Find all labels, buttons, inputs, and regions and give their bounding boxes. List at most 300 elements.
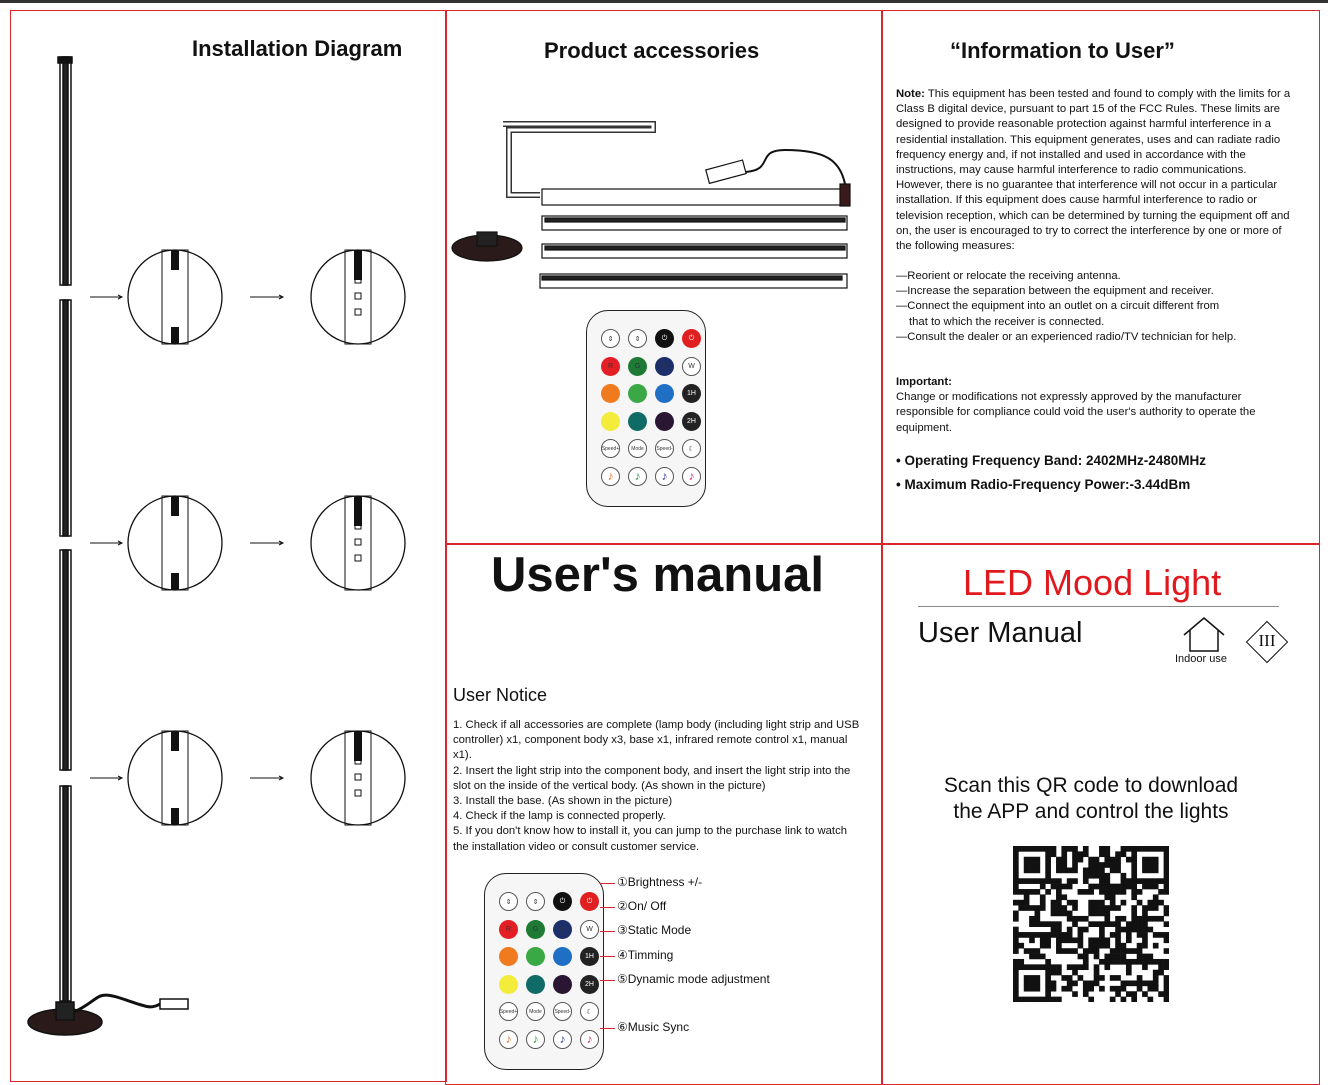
- remote-button: Speed-: [553, 1002, 572, 1021]
- qr-module: [1115, 927, 1121, 933]
- qr-module: [1088, 900, 1094, 906]
- qr-module: [1126, 991, 1132, 997]
- qr-module: [1035, 932, 1041, 938]
- qr-module: [1115, 905, 1121, 911]
- remote-button: ⏻: [682, 329, 701, 348]
- qr-module: [1131, 868, 1137, 874]
- qr-module: [1147, 846, 1153, 852]
- arrow-icon: [250, 295, 283, 299]
- qr-module: [1153, 975, 1159, 981]
- qr-module: [1142, 884, 1148, 890]
- qr-module: [1158, 991, 1164, 997]
- accessories-illustration: [445, 110, 881, 300]
- qr-module: [1137, 975, 1143, 981]
- remote-button: ♪: [526, 1030, 545, 1049]
- qr-module: [1158, 970, 1164, 976]
- qr-module: [1045, 846, 1051, 852]
- qr-module: [1153, 959, 1159, 965]
- qr-module: [1110, 954, 1116, 960]
- remote-button: ♪: [553, 1030, 572, 1049]
- strip-detail: [171, 496, 179, 516]
- qr-module: [1164, 862, 1169, 868]
- callout-label: ⑥Music Sync: [617, 1020, 690, 1034]
- qr-module: [1094, 868, 1100, 874]
- important-section: [896, 375, 1296, 436]
- qr-module: [1088, 911, 1094, 917]
- qr-module: [1153, 894, 1159, 900]
- qr-module: [1072, 857, 1078, 863]
- qr-module: [1078, 937, 1084, 943]
- qr-module: [1018, 959, 1024, 965]
- qr-module: [1045, 959, 1051, 965]
- qr-module: [1067, 932, 1073, 938]
- user-notice-title: User Notice: [453, 685, 548, 705]
- qr-module: [1147, 905, 1153, 911]
- qr-module: [1051, 911, 1057, 917]
- qr-module: [1072, 846, 1078, 852]
- callout-line: [600, 931, 615, 932]
- remote-button: [499, 975, 518, 994]
- remote-button: R: [499, 920, 518, 939]
- qr-module: [1029, 954, 1035, 960]
- qr-module: [1013, 884, 1019, 890]
- qr-module: [1121, 954, 1127, 960]
- qr-module: [1137, 986, 1143, 992]
- qr-module: [1072, 900, 1078, 906]
- qr-module: [1094, 857, 1100, 863]
- qr-module: [1104, 964, 1110, 970]
- qr-module: [1131, 921, 1137, 927]
- qr-module: [1067, 916, 1073, 922]
- qr-module: [1121, 889, 1127, 895]
- qr-module: [1104, 857, 1110, 863]
- qr-module: [1131, 884, 1137, 890]
- qr-module: [1056, 964, 1062, 970]
- qr-module: [1094, 948, 1100, 954]
- qr-module: [1045, 991, 1051, 997]
- qr-module: [1083, 980, 1089, 986]
- qr-module: [1078, 943, 1084, 949]
- qr-module: [1013, 937, 1019, 943]
- qr-module: [1104, 894, 1110, 900]
- qr-module: [1147, 927, 1153, 933]
- qr-module: [1067, 846, 1073, 852]
- qr-module: [1078, 927, 1084, 933]
- qr-module: [1110, 894, 1116, 900]
- qr-module: [1126, 959, 1132, 965]
- qr-module: [1153, 986, 1159, 992]
- qr-module: [1164, 857, 1169, 863]
- measure-item: —Reorient or relocate the receiving antenna.: [896, 270, 1121, 282]
- qr-module: [1164, 846, 1169, 852]
- callout-line: [600, 907, 615, 908]
- qr-module: [1142, 868, 1148, 874]
- qr-module: [1078, 889, 1084, 895]
- qr-module: [1142, 927, 1148, 933]
- qr-module: [1083, 959, 1089, 965]
- qr-module: [1056, 921, 1062, 927]
- qr-module: [1072, 964, 1078, 970]
- remote-button: 2H: [580, 975, 599, 994]
- qr-module: [1078, 851, 1084, 857]
- qr-module: [1104, 959, 1110, 965]
- qr-module: [1067, 980, 1073, 986]
- arrow-icon: [250, 776, 283, 780]
- remote-button: ⇕: [628, 329, 647, 348]
- remote-control-illustration: [586, 310, 706, 507]
- qr-module: [1018, 943, 1024, 949]
- important-text: Change or modifications not expressly approved by the manufacturer responsible for compliance could void the user's authority to operate the equipment.: [896, 391, 1256, 434]
- qr-module: [1137, 846, 1143, 852]
- qr-module: [1061, 868, 1067, 874]
- qr-module: [1131, 894, 1137, 900]
- qr-module: [1131, 846, 1137, 852]
- qr-module: [1018, 905, 1024, 911]
- qr-module: [1051, 986, 1057, 992]
- qr-module: [1040, 997, 1046, 1002]
- qr-module: [1153, 846, 1159, 852]
- callout-label: ③Static Mode: [617, 923, 692, 937]
- qr-module: [1083, 889, 1089, 895]
- qr-module: [1056, 900, 1062, 906]
- qr-module: [1035, 964, 1041, 970]
- qr-module: [1153, 862, 1159, 868]
- qr-module: [1078, 975, 1084, 981]
- remote-button: G: [526, 920, 545, 939]
- measures-list: [896, 269, 1296, 345]
- callout-label: ①Brightness +/-: [617, 875, 703, 889]
- qr-module: [1072, 851, 1078, 857]
- qr-module: [1024, 975, 1030, 981]
- qr-module: [1099, 986, 1105, 992]
- qr-module: [1126, 964, 1132, 970]
- qr-module: [1013, 851, 1019, 857]
- indoor-use-label: Indoor use: [1175, 653, 1227, 665]
- qr-module: [1104, 921, 1110, 927]
- qr-module: [1115, 916, 1121, 922]
- qr-instructions: [881, 773, 1301, 825]
- qr-module: [1115, 948, 1121, 954]
- qr-module: [1142, 954, 1148, 960]
- remote-button: [526, 947, 545, 966]
- qr-module: [1029, 921, 1035, 927]
- qr-module: [1024, 905, 1030, 911]
- qr-module: [1099, 889, 1105, 895]
- qr-module: [1164, 868, 1169, 874]
- qr-module: [1072, 868, 1078, 874]
- qr-module: [1029, 916, 1035, 922]
- qr-module: [1056, 997, 1062, 1002]
- qr-module: [1056, 905, 1062, 911]
- qr-module: [1126, 927, 1132, 933]
- qr-module: [1099, 851, 1105, 857]
- qr-module: [1035, 846, 1041, 852]
- qr-module: [1099, 975, 1105, 981]
- qr-module: [1121, 997, 1127, 1002]
- qr-module: [1051, 846, 1057, 852]
- qr-module: [1142, 991, 1148, 997]
- qr-module: [1056, 857, 1062, 863]
- qr-module: [1110, 932, 1116, 938]
- qr-module: [1115, 975, 1121, 981]
- qr-module: [1094, 980, 1100, 986]
- qr-module: [1104, 905, 1110, 911]
- strip-detail: [171, 573, 179, 590]
- qr-module: [1035, 954, 1041, 960]
- qr-module: [1029, 932, 1035, 938]
- qr-module: [1061, 975, 1067, 981]
- qr-module: [1013, 846, 1019, 852]
- qr-module: [1072, 937, 1078, 943]
- qr-module: [1131, 980, 1137, 986]
- qr-module: [1110, 948, 1116, 954]
- accessories-title: Product accessories: [544, 38, 760, 63]
- fcc-note: [896, 87, 1296, 254]
- qr-module: [1013, 948, 1019, 954]
- qr-module: [1099, 846, 1105, 852]
- qr-module: [1018, 932, 1024, 938]
- info-title: “Information to User”: [950, 38, 1175, 63]
- qr-module: [1061, 905, 1067, 911]
- qr-module: [1094, 911, 1100, 917]
- qr-module: [1104, 878, 1110, 884]
- qr-module: [1110, 857, 1116, 863]
- qr-module: [1104, 873, 1110, 879]
- qr-module: [1040, 921, 1046, 927]
- qr-module: [1013, 868, 1019, 874]
- qr-module: [1115, 943, 1121, 949]
- qr-module: [1099, 878, 1105, 884]
- qr-module: [1099, 932, 1105, 938]
- qr-module: [1056, 932, 1062, 938]
- qr-module: [1013, 975, 1019, 981]
- qr-module: [1104, 884, 1110, 890]
- strip-detail: [354, 496, 362, 526]
- qr-module: [1094, 954, 1100, 960]
- qr-module: [1035, 975, 1041, 981]
- qr-module: [1099, 868, 1105, 874]
- qr-module: [1121, 851, 1127, 857]
- qr-module: [1067, 975, 1073, 981]
- qr-module: [1088, 997, 1094, 1002]
- qr-module: [1067, 868, 1073, 874]
- qr-module: [1137, 943, 1143, 949]
- qr-module: [1083, 851, 1089, 857]
- qr-module: [1104, 954, 1110, 960]
- qr-module: [1094, 921, 1100, 927]
- qr-module: [1056, 884, 1062, 890]
- qr-module: [1061, 857, 1067, 863]
- manual-title: User's manual: [491, 548, 825, 602]
- strip-detail: [354, 731, 362, 761]
- qr-module: [1158, 846, 1164, 852]
- installation-illustration: [0, 0, 445, 1074]
- qr-module: [1099, 900, 1105, 906]
- qr-module: [1131, 851, 1137, 857]
- qr-module: [1121, 878, 1127, 884]
- qr-module: [1164, 975, 1169, 981]
- qr-module: [1099, 921, 1105, 927]
- arrow-icon: [90, 776, 122, 780]
- qr-module: [1035, 911, 1041, 917]
- installation-title: Installation Diagram: [192, 36, 403, 61]
- qr-module: [1029, 980, 1035, 986]
- remote-button: Speed+: [601, 439, 620, 458]
- qr-module: [1067, 900, 1073, 906]
- remote-button: R: [601, 357, 620, 376]
- qr-module: [1088, 943, 1094, 949]
- qr-module: [1045, 851, 1051, 857]
- qr-module: [1164, 964, 1169, 970]
- remote-button: ⏻: [580, 892, 599, 911]
- remote-button: ♪: [499, 1030, 518, 1049]
- qr-module: [1147, 997, 1153, 1002]
- remote-button: [601, 412, 620, 431]
- qr-module: [1153, 932, 1159, 938]
- qr-module: [1029, 846, 1035, 852]
- qr-module: [1067, 884, 1073, 890]
- qr-module: [1158, 932, 1164, 938]
- qr-module: [1126, 857, 1132, 863]
- remote-button: 1H: [580, 947, 599, 966]
- qr-module: [1131, 916, 1137, 922]
- qr-module: [1121, 916, 1127, 922]
- arrow-icon: [90, 541, 122, 545]
- qr-module: [1099, 884, 1105, 890]
- notice-item: 1. Check if all accessories are complete (lamp body (including light strip and USB controller) x1, component body x3, base x1, infrared remote control x1, manual x1).: [453, 719, 860, 762]
- qr-module: [1158, 959, 1164, 965]
- strip-detail: [171, 327, 179, 344]
- qr-module: [1078, 916, 1084, 922]
- qr-module: [1013, 878, 1019, 884]
- qr-module: [1024, 857, 1030, 863]
- qr-module: [1013, 959, 1019, 965]
- qr-module: [1051, 970, 1057, 976]
- qr-module: [1024, 889, 1030, 895]
- qr-module: [1024, 900, 1030, 906]
- remote-button: [553, 975, 572, 994]
- qr-module: [1110, 975, 1116, 981]
- qr-module: [1045, 932, 1051, 938]
- qr-module: [1061, 937, 1067, 943]
- qr-module: [1078, 932, 1084, 938]
- qr-module: [1164, 878, 1169, 884]
- qr-module: [1131, 862, 1137, 868]
- qr-module: [1040, 878, 1046, 884]
- qr-module: [1056, 889, 1062, 895]
- qr-module: [1099, 937, 1105, 943]
- qr-module: [1029, 937, 1035, 943]
- qr-module: [1115, 851, 1121, 857]
- qr-module: [1013, 980, 1019, 986]
- qr-module: [1126, 980, 1132, 986]
- qr-module: [1035, 868, 1041, 874]
- qr-module: [1083, 964, 1089, 970]
- qr-module: [1137, 921, 1143, 927]
- qr-module: [1104, 862, 1110, 868]
- remote-button: [499, 947, 518, 966]
- qr-module: [1029, 857, 1035, 863]
- qr-module: [1088, 905, 1094, 911]
- qr-module: [1051, 884, 1057, 890]
- remote-button: [601, 384, 620, 403]
- callout-label: ②On/ Off: [617, 899, 667, 913]
- qr-module: [1088, 986, 1094, 992]
- strip-detail: [171, 731, 179, 751]
- qr-module: [1153, 900, 1159, 906]
- qr-module: [1018, 997, 1024, 1002]
- qr-module: [1110, 997, 1116, 1002]
- qr-module: [1083, 991, 1089, 997]
- qr-module: [1088, 889, 1094, 895]
- qr-code[interactable]: [1013, 846, 1169, 1002]
- qr-module: [1029, 997, 1035, 1002]
- qr-module: [1164, 889, 1169, 895]
- qr-module: [1158, 889, 1164, 895]
- qr-module: [1088, 884, 1094, 890]
- qr-module: [1051, 964, 1057, 970]
- qr-module: [1056, 927, 1062, 933]
- remote-button: [655, 384, 674, 403]
- qr-module: [1072, 970, 1078, 976]
- qr-module: [1067, 927, 1073, 933]
- qr-module: [1045, 862, 1051, 868]
- qr-module: [1115, 954, 1121, 960]
- qr-module: [1013, 889, 1019, 895]
- qr-module: [1110, 862, 1116, 868]
- qr-module: [1126, 878, 1132, 884]
- remote-button: W: [682, 357, 701, 376]
- qr-module: [1099, 927, 1105, 933]
- qr-module: [1131, 857, 1137, 863]
- class-iii-label: III: [1258, 631, 1276, 650]
- qr-module: [1142, 921, 1148, 927]
- qr-module: [1056, 937, 1062, 943]
- qr-module: [1126, 970, 1132, 976]
- qr-module: [1115, 857, 1121, 863]
- qr-module: [1158, 964, 1164, 970]
- qr-module: [1056, 894, 1062, 900]
- qr-module: [1094, 937, 1100, 943]
- qr-module: [1147, 878, 1153, 884]
- qr-module: [1083, 868, 1089, 874]
- qr-module: [1142, 937, 1148, 943]
- qr-module: [1045, 980, 1051, 986]
- qr-module: [1115, 959, 1121, 965]
- qr-module: [1094, 862, 1100, 868]
- qr-module: [1142, 980, 1148, 986]
- qr-module: [1067, 986, 1073, 992]
- qr-module: [1088, 937, 1094, 943]
- qr-module: [1164, 948, 1169, 954]
- qr-module: [1137, 900, 1143, 906]
- qr-module: [1029, 862, 1035, 868]
- qr-module: [1045, 873, 1051, 879]
- qr-module: [1061, 911, 1067, 917]
- qr-module: [1024, 964, 1030, 970]
- remote-control-diagram: [484, 873, 604, 1070]
- qr-module: [1045, 975, 1051, 981]
- qr-module: [1045, 997, 1051, 1002]
- qr-module: [1088, 857, 1094, 863]
- qr-module: [1040, 964, 1046, 970]
- remote-button: B: [553, 920, 572, 939]
- qr-module: [1137, 878, 1143, 884]
- qr-module: [1024, 932, 1030, 938]
- qr-module: [1013, 916, 1019, 922]
- qr-module: [1061, 894, 1067, 900]
- remote-button: 1H: [682, 384, 701, 403]
